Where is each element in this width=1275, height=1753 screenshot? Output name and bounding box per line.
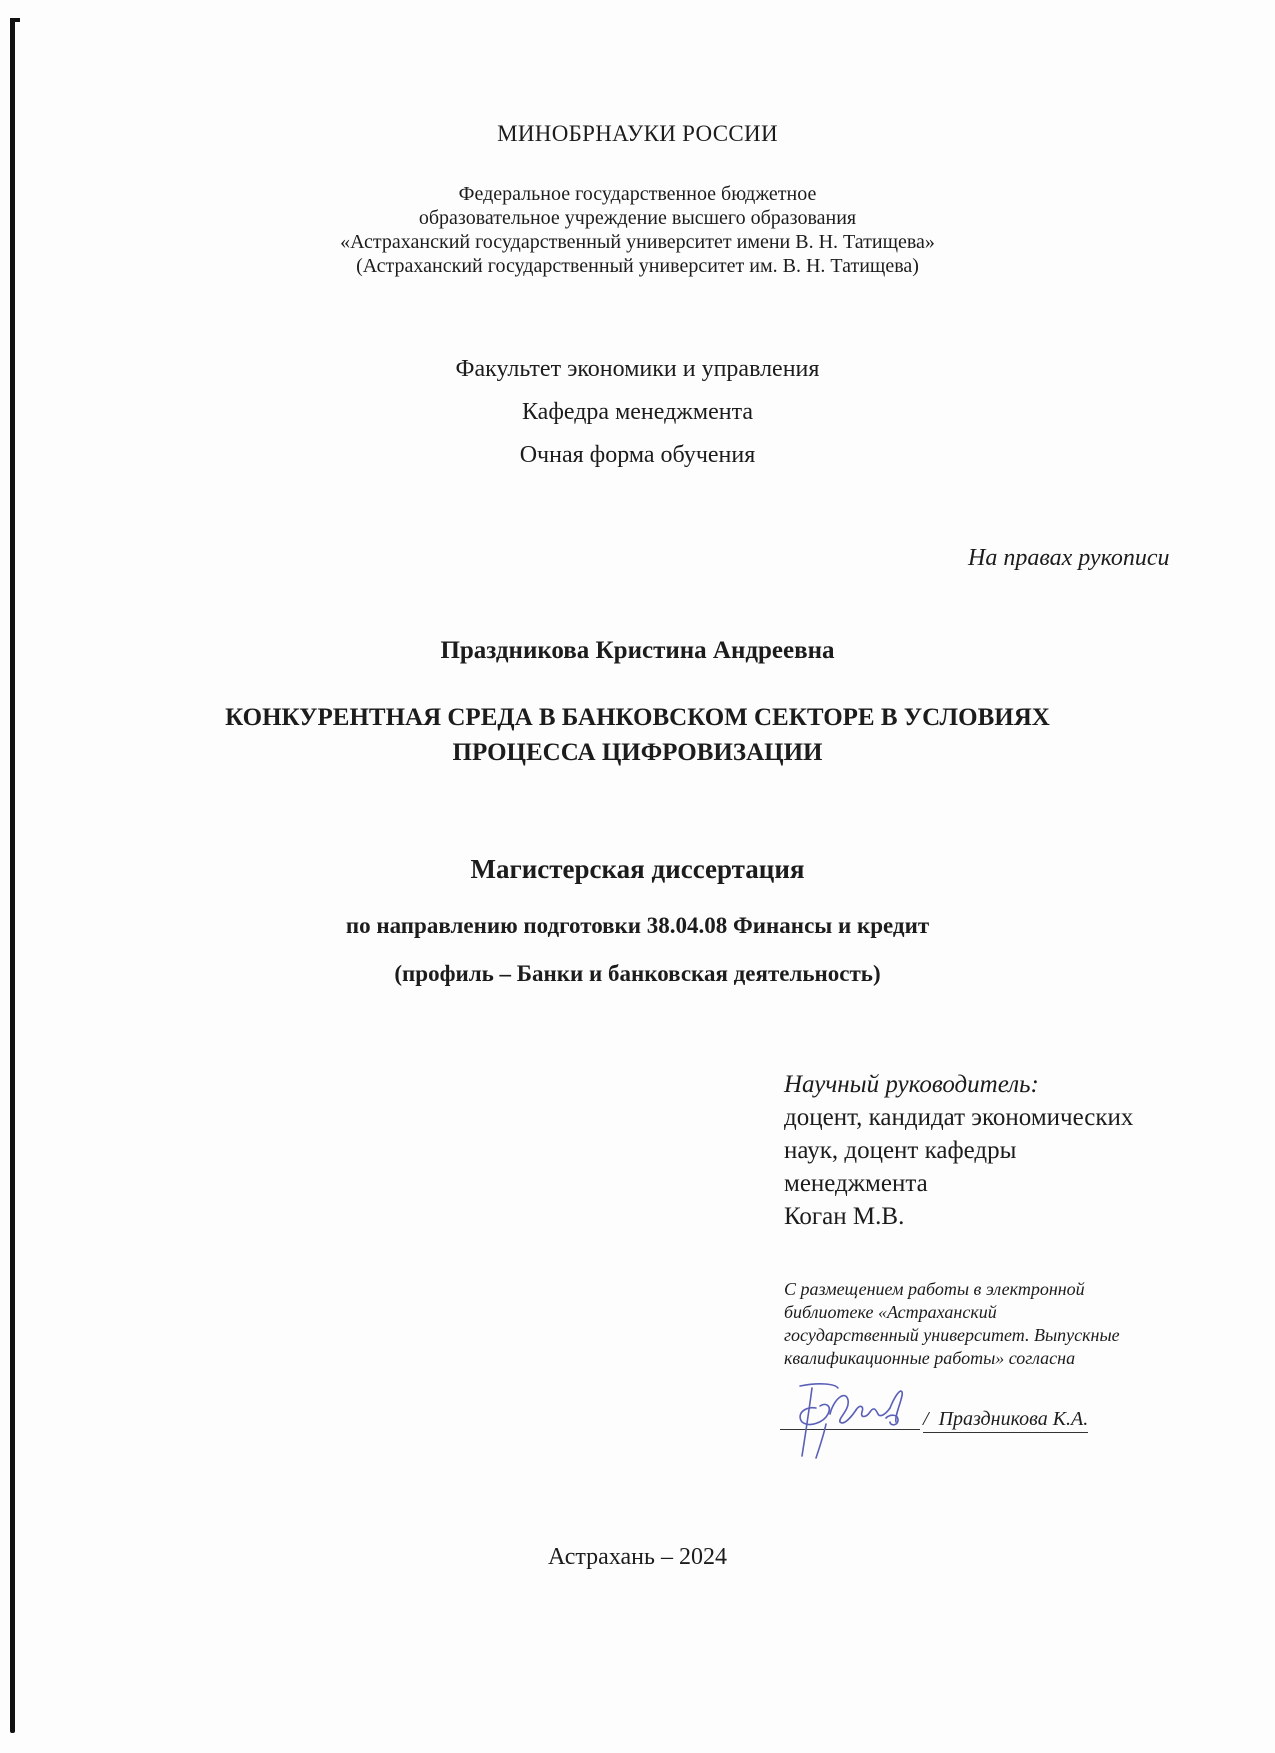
city-year: Астрахань – 2024 (548, 1544, 727, 1570)
author-name: Праздникова Кристина Андреевна (440, 637, 835, 664)
supervisor-block (784, 1068, 1133, 1233)
work-type: Магистерская диссертация (470, 854, 805, 884)
thesis-title-line: КОНКУРЕНТНАЯ СРЕДА В БАНКОВСКОМ СЕКТОРЕ В УСЛОВИЯХ (225, 704, 1050, 731)
consent-line: государственный университет. Выпускные (784, 1325, 1120, 1345)
consent-block (784, 1278, 1120, 1370)
institution-block (0, 182, 1275, 278)
signature-row (780, 1388, 1120, 1458)
manuscript-note: На правах рукописи (968, 545, 1170, 571)
department-block (0, 348, 1275, 477)
department-name: Кафедра менеджмента (521, 399, 754, 425)
thesis-title (0, 700, 1275, 770)
ministry-name: МИНОБРНАУКИ РОССИИ (497, 121, 778, 146)
supervisor-name: Коган М.В. (784, 1203, 905, 1230)
consent-line: библиотеке «Астраханский (784, 1302, 997, 1322)
consent-line: С размещением работы в электронной (784, 1279, 1085, 1299)
thesis-title-line: ПРОЦЕССА ЦИФРОВИЗАЦИИ (452, 739, 823, 766)
signature-name-text: Праздникова К.А. (938, 1408, 1089, 1430)
handwritten-signature (790, 1378, 930, 1463)
consent-line: квалификационные работы» согласна (784, 1348, 1076, 1368)
institution-line: «Астраханский государственный университет имени В. Н. Татищева» (340, 231, 935, 253)
supervisor-role: Научный руководитель: (784, 1071, 1039, 1098)
faculty-name: Факультет экономики и управления (455, 356, 820, 382)
signature-separator: / (923, 1408, 929, 1430)
study-direction: по направлению подготовки 38.04.08 Финансы и кредит (345, 913, 930, 938)
institution-line: образовательное учреждение высшего образования (418, 207, 857, 229)
institution-line: Федеральное государственное бюджетное (458, 183, 817, 205)
signature-name (923, 1408, 1088, 1433)
supervisor-line: доцент, кандидат экономических (784, 1104, 1134, 1131)
scan-edge-corner (10, 18, 20, 22)
supervisor-line: наук, доцент кафедры (784, 1137, 1017, 1164)
study-form: Очная форма обучения (519, 442, 756, 468)
institution-line: (Астраханский государственный университет им. В. Н. Татищева) (356, 255, 919, 277)
supervisor-line: менеджмента (784, 1170, 928, 1197)
study-profile: (профиль – Банки и банковская деятельность) (394, 961, 881, 986)
